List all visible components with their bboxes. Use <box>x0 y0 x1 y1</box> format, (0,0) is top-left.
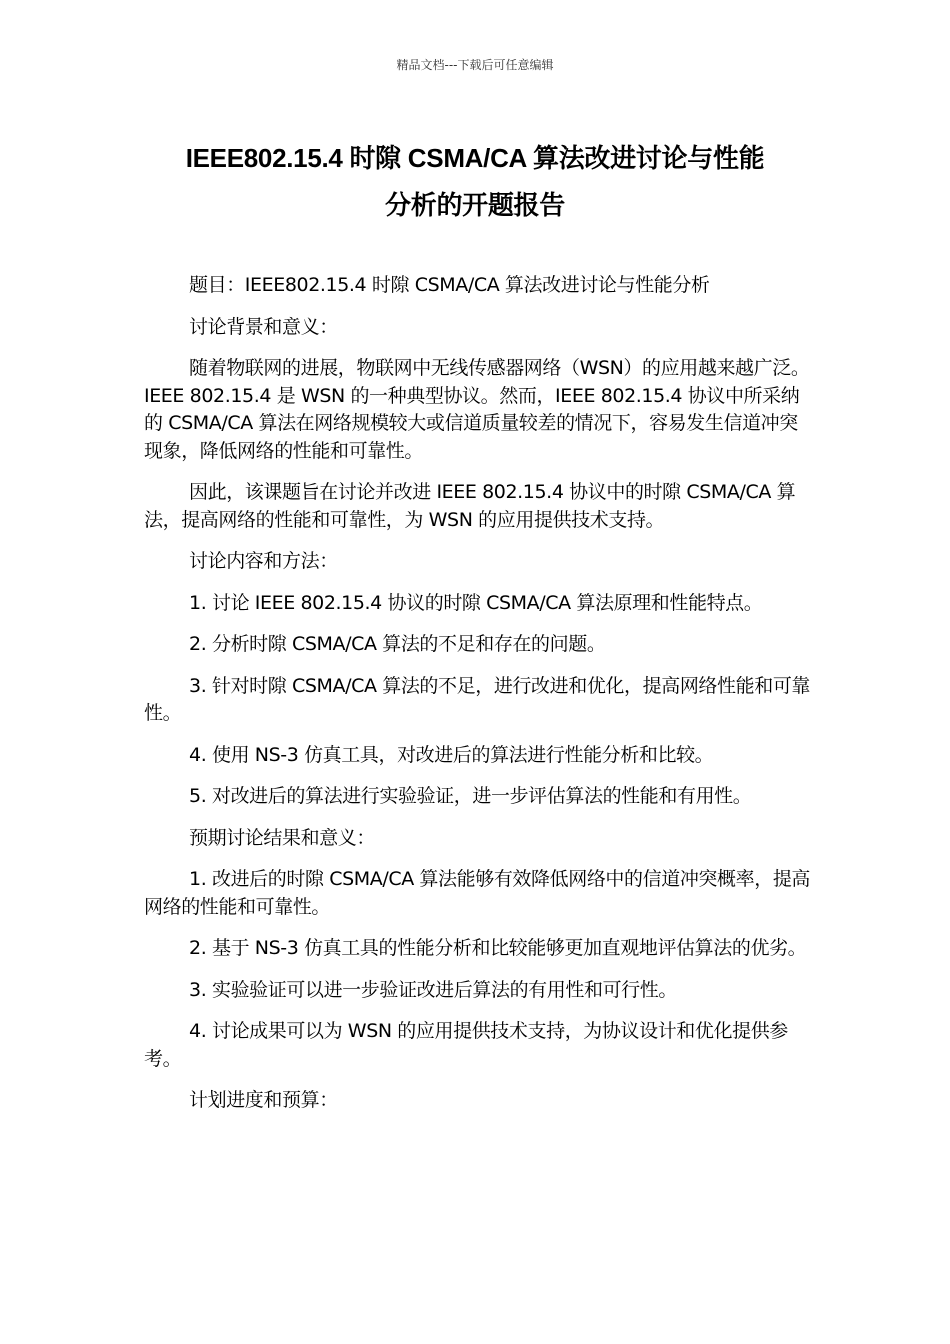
title-line-1: IEEE802.15.4 时隙 CSMA/CA 算法改进讨论与性能 <box>185 143 765 173</box>
page-header: 精品文档---下载后可任意编辑 <box>396 58 554 72</box>
list-item: 2. 分析时隙 CSMA/CA 算法的不足和存在的问题。 <box>189 633 606 655</box>
document-body <box>144 272 814 1129</box>
section-heading-expected-results: 预期讨论结果和意义： <box>189 826 376 849</box>
section-heading-content-methods: 讨论内容和方法： <box>189 550 338 572</box>
section-heading-background: 讨论背景和意义： <box>189 315 338 338</box>
list-item: 1. 改进后的时隙 CSMA/CA 算法能够有效降低网络中的信道冲突概率，提高网络的性能和可靠性。 <box>144 868 811 918</box>
list-item: 2. 基于 NS-3 仿真工具的性能分析和比较能够更加直观地评估算法的优劣。 <box>189 937 807 959</box>
list-item: 1. 讨论 IEEE 802.15.4 协议的时隙 CSMA/CA 算法原理和性能特点。 <box>189 591 763 614</box>
title-line-2: 分析的开题报告 <box>385 190 565 220</box>
list-item: 3. 实验验证可以进一步验证改进后算法的有用性和可行性。 <box>189 978 677 1001</box>
list-item: 3. 针对时隙 CSMA/CA 算法的不足，进行改进和优化，提高网络性能和可靠性。 <box>144 674 811 724</box>
list-item: 4. 使用 NS-3 仿真工具，对改进后的算法进行性能分析和比较。 <box>189 743 714 766</box>
section-heading-schedule-budget: 计划进度和预算： <box>189 1089 338 1111</box>
list-item: 4. 讨论成果可以为 WSN 的应用提供技术支持，为协议设计和优化提供参考。 <box>144 1020 788 1070</box>
subject-line: 题目：IEEE802.15.4 时隙 CSMA/CA 算法改进讨论与性能分析 <box>189 274 710 296</box>
list-item: 5. 对改进后的算法进行实验验证，进一步评估算法的性能和有用性。 <box>189 785 752 807</box>
body-paragraph: 随着物联网的进展，物联网中无线传感器网络（WSN）的应用越来越广泛。IEEE 802.15.4 是 WSN 的一种典型协议。然而，IEEE 802.15.4 协议中所采纳的 CSMA/CA 算法在网络规模较大或信道质量较差的情况下，容易发生信道冲突现象，降低网络的性能和可靠性。 <box>144 357 810 462</box>
body-paragraph: 因此，该课题旨在讨论并改进 IEEE 802.15.4 协议中的时隙 CSMA/CA 算法，提高网络的性能和可靠性，为 WSN 的应用提供技术支持。 <box>144 481 796 531</box>
document-title <box>140 135 810 229</box>
